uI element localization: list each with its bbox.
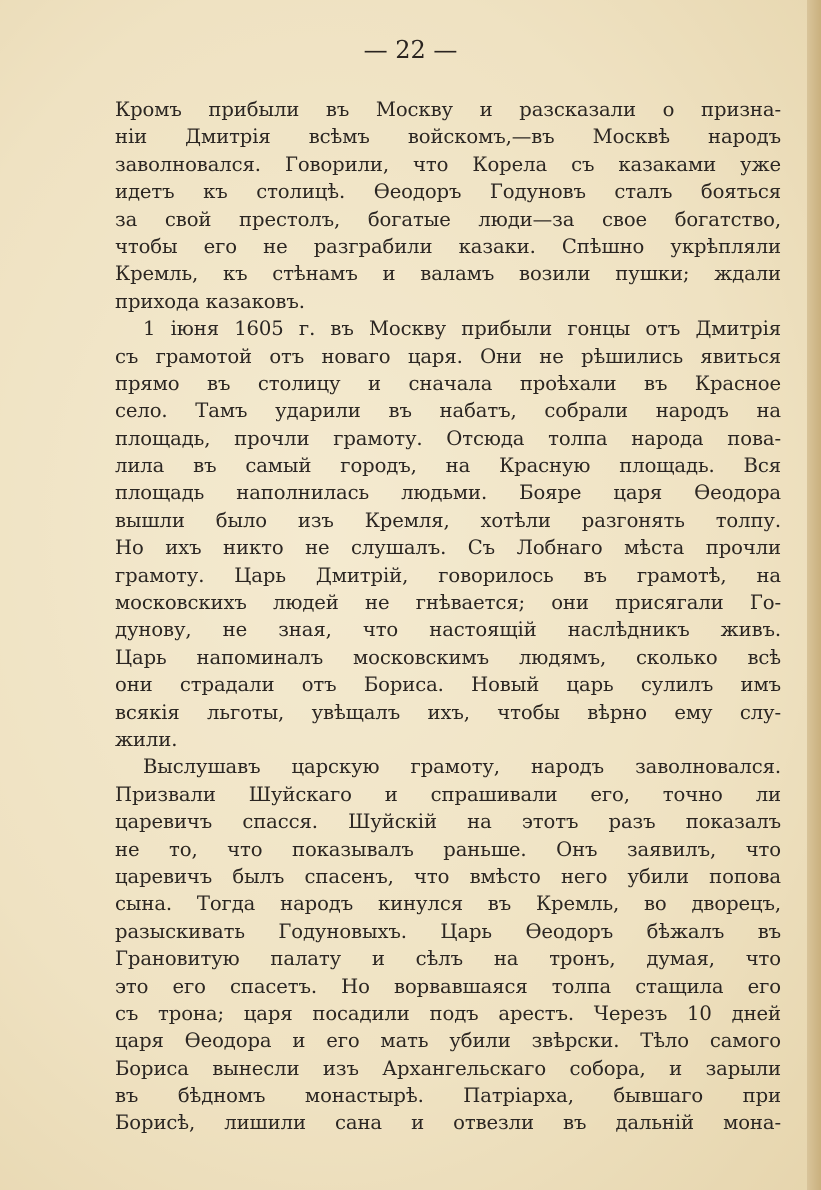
text-line: Но ихъ никто не слушалъ. Съ Лобнаго мѣста прочли xyxy=(115,536,781,560)
text-line: Кремль, къ стѣнамъ и валамъ возили пушки; ждали xyxy=(115,262,781,286)
page-number: — 22 — xyxy=(363,36,458,64)
text-line: царевичъ спасся. Шуйскiй на этотъ разъ показалъ xyxy=(115,810,781,834)
text-line: грамоту. Царь Дмитрiй, говорилось въ грамотѣ, на xyxy=(115,563,781,587)
text-line: въ бѣдномъ монастырѣ. Патрiарха, бывшаго при xyxy=(115,1084,781,1108)
text-line: лила въ самый городъ, на Красную площадь. Вся xyxy=(115,454,781,478)
text-line: Призвали Шуйскаго и спрашивали его, точно ли xyxy=(115,782,781,806)
text-line: не то, что показывалъ раньше. Онъ заявилъ, что xyxy=(115,837,781,861)
text-line: идетъ къ столицѣ. Ѳеодоръ Годуновъ сталъ бояться xyxy=(115,180,781,204)
text-line: вышли было изъ Кремля, хотѣли разгонять толпу. xyxy=(115,508,781,532)
text-line: Бориса вынесли изъ Архангельскаго собора, и зарыли xyxy=(115,1056,781,1080)
text-line: царя Ѳеодора и его мать убили звѣрски. Тѣло самого xyxy=(115,1029,781,1053)
text-line: прямо въ столицу и сначала проѣхали въ Красное xyxy=(115,371,781,395)
text-line: они страдали отъ Бориса. Новый царь сулилъ имъ xyxy=(115,673,781,697)
text-line: площадь наполнилась людьми. Бояре царя Ѳеодора xyxy=(115,481,781,505)
text-line: чтобы его не разграбили казаки. Спѣшно укрѣпляли xyxy=(115,234,781,258)
text-line: съ трона; царя посадили подъ арестъ. Черезъ 10 дней xyxy=(115,1001,781,1025)
text-line: 1 iюня 1605 г. въ Москву прибыли гонцы отъ Дмитрiя xyxy=(143,317,781,341)
text-line: село. Тамъ ударили въ набатъ, собрали народъ на xyxy=(115,399,781,423)
text-line: Кромъ прибыли въ Москву и разсказали о призна- xyxy=(115,98,781,121)
text-line: всякiя льготы, увѣщалъ ихъ, чтобы вѣрно ему слу- xyxy=(115,700,781,724)
text-line: заволновался. Говорили, что Корела съ казаками уже xyxy=(115,152,781,176)
text-line: нiи Дмитрiя всѣмъ войскомъ,—въ Москвѣ народъ xyxy=(115,125,781,149)
text-line: царевичъ былъ спасенъ, что вмѣсто него убили попова xyxy=(115,864,781,888)
text-line: Выслушавъ царскую грамоту, народъ заволновался. xyxy=(143,755,781,779)
text-line: Царь напоминалъ московскимъ людямъ, сколько всѣ xyxy=(115,645,781,669)
text-line: за свой престолъ, богатые люди—за свое богатство, xyxy=(115,207,781,231)
text-line: прихода казаковъ. xyxy=(115,289,305,313)
body-text xyxy=(115,96,781,1137)
text-line: Борисѣ, лишили сана и отвезли въ дальнiй мона- xyxy=(115,1111,781,1135)
text-line: сына. Тогда народъ кинулся въ Кремль, во дворецъ, xyxy=(115,892,781,916)
text-line: жили. xyxy=(115,727,178,751)
text-line: площадь, прочли грамоту. Отсюда толпа народа пова- xyxy=(115,426,781,450)
text-line: дунову, не зная, что настоящiй наслѣдникъ живъ. xyxy=(115,618,781,642)
text-line: Грановитую палату и сѣлъ на тронъ, думая, что xyxy=(115,947,781,971)
page-edge xyxy=(807,0,821,1190)
text-line: съ грамотой отъ новаго царя. Они не рѣшились явиться xyxy=(115,344,781,368)
text-line: разыскивать Годуновыхъ. Царь Ѳеодоръ бѣжалъ въ xyxy=(115,919,781,943)
text-line: московскихъ людей не гнѣвается; они присягали Го- xyxy=(115,591,781,615)
text-line: это его спасетъ. Но ворвавшаяся толпа стащила его xyxy=(115,974,781,998)
